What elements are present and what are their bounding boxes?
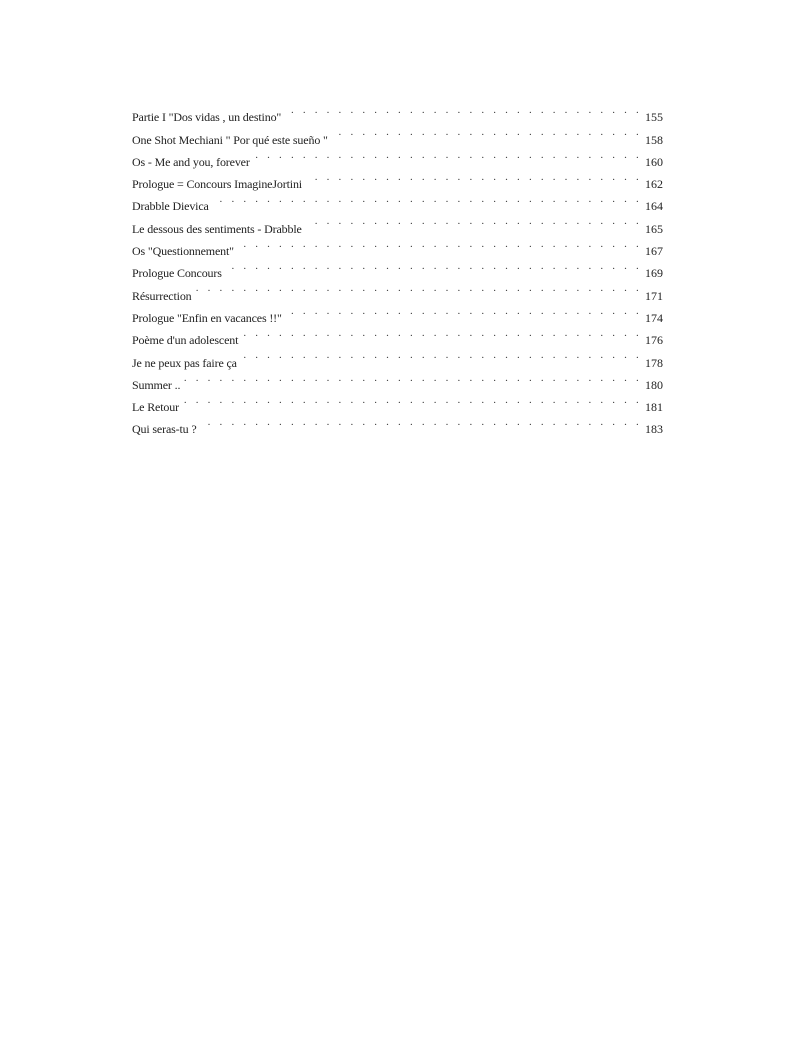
toc-entry-page: 158 xyxy=(645,132,663,147)
toc-entry-page: 167 xyxy=(645,244,663,259)
toc-entry[interactable] xyxy=(132,411,663,437)
toc-entry-page: 180 xyxy=(645,377,663,392)
toc-entry-title: Prologue Concours xyxy=(132,266,222,281)
toc-dot-leader xyxy=(332,121,642,143)
toc-entry-title: Le dessous des sentiments - Drabble xyxy=(132,221,302,236)
toc-entry[interactable] xyxy=(132,99,663,125)
toc-entry-page: 169 xyxy=(645,266,663,281)
toc-entry-page: 178 xyxy=(645,355,663,370)
toc-entry[interactable] xyxy=(132,389,663,415)
toc-dot-leader xyxy=(183,389,642,411)
toc-entry-title: Le Retour xyxy=(132,400,179,415)
toc-entry-page: 174 xyxy=(645,310,663,325)
toc-entry-page: 171 xyxy=(645,288,663,303)
toc-entry[interactable] xyxy=(132,367,663,392)
table-of-contents xyxy=(132,99,663,437)
toc-entry-title: One Shot Mechiani " Por qué este sueño " xyxy=(132,132,328,147)
toc-dot-leader xyxy=(241,344,642,366)
toc-entry[interactable] xyxy=(132,300,663,325)
toc-entry-title: Summer .. xyxy=(132,377,181,392)
toc-entry-page: 181 xyxy=(645,400,663,415)
toc-entry-title: Prologue "Enfin en vacances !!" xyxy=(132,310,282,325)
toc-dot-leader xyxy=(201,411,642,433)
toc-entry[interactable] xyxy=(132,277,663,303)
toc-entry-page: 160 xyxy=(645,154,663,169)
toc-entry-title: Partie I "Dos vidas , un destino" xyxy=(132,110,282,125)
toc-dot-leader xyxy=(196,277,642,299)
toc-entry-page: 155 xyxy=(645,110,663,125)
toc-entry-title: Drabble Dievica xyxy=(132,199,209,214)
toc-entry-title: Os - Me and you, forever xyxy=(132,154,250,169)
toc-entry-title: Je ne peux pas faire ça xyxy=(132,355,237,370)
toc-entry-page: 162 xyxy=(645,177,663,192)
toc-dot-leader xyxy=(285,99,642,121)
toc-entry-page: 183 xyxy=(645,422,663,437)
toc-dot-leader xyxy=(184,367,642,389)
toc-dot-leader xyxy=(242,322,642,344)
toc-dot-leader xyxy=(254,144,642,166)
toc-dot-leader xyxy=(306,166,642,188)
toc-dot-leader xyxy=(306,210,642,232)
toc-entry-page: 164 xyxy=(645,199,663,214)
toc-entry-title: Os "Questionnement" xyxy=(132,244,234,259)
toc-dot-leader xyxy=(226,255,642,277)
toc-entry-title: Poème d'un adolescent xyxy=(132,333,239,348)
toc-dot-leader xyxy=(213,188,642,210)
toc-dot-leader xyxy=(286,300,642,322)
toc-entry-page: 165 xyxy=(645,221,663,236)
toc-entry-title: Résurrection xyxy=(132,288,192,303)
toc-dot-leader xyxy=(238,233,642,255)
toc-entry-page: 176 xyxy=(645,333,663,348)
toc-entry-title: Prologue = Concours ImagineJortini xyxy=(132,177,302,192)
toc-entry-title: Qui seras-tu ? xyxy=(132,422,197,437)
